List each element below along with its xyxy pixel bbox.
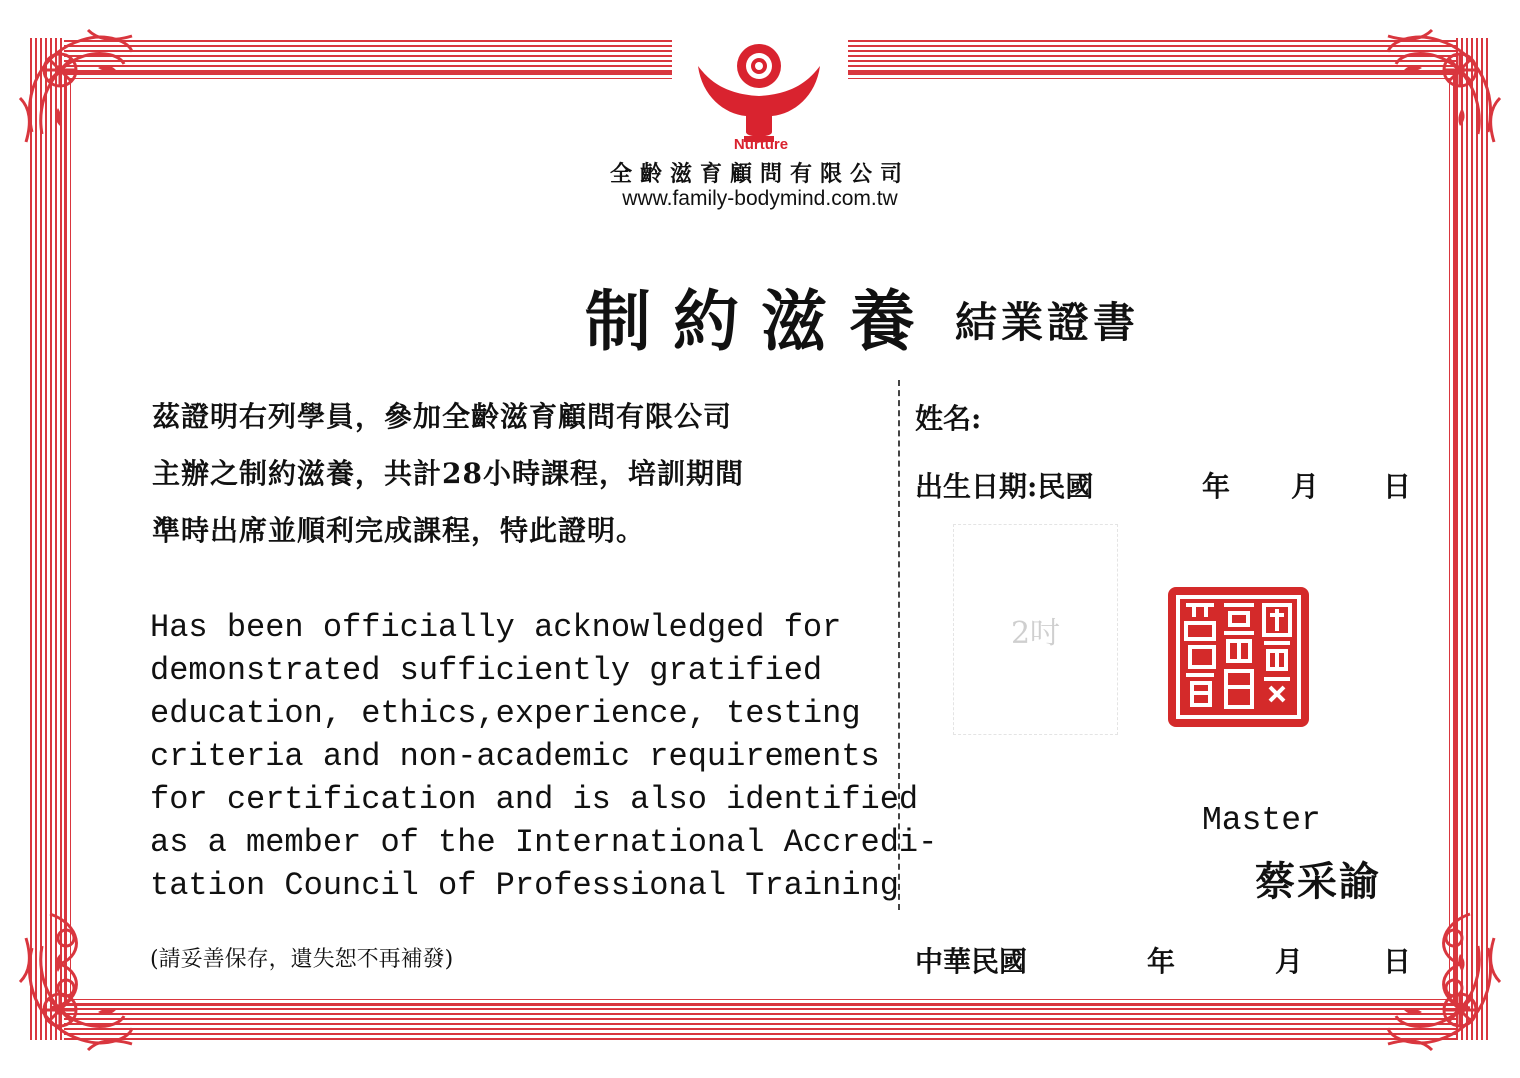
side-ornament-icon xyxy=(40,904,96,1014)
company-seal-icon xyxy=(1168,587,1309,727)
statement-english-line: Has been officially acknowledged for xyxy=(150,609,842,646)
side-ornament-icon xyxy=(1424,904,1480,1014)
birth-month-label: 月 xyxy=(1291,470,1320,503)
statement-english-line: demonstrated sufficiently gratified xyxy=(150,652,823,689)
birth-day-label: 日 xyxy=(1383,470,1412,503)
issue-year-label: 年 xyxy=(1147,945,1176,978)
signer-title: Master xyxy=(1202,802,1321,839)
statement-chinese-line: 主辦之制約滋養，共計28小時課程，培訓期間 xyxy=(152,457,744,490)
signer-name: 蔡采諭 xyxy=(1255,858,1381,905)
photo-size-label: 2吋 xyxy=(1010,615,1061,651)
certificate-subtitle: 結業證書 xyxy=(955,298,1140,347)
border-band-bottom xyxy=(30,1006,1490,1040)
corner-ornament-icon xyxy=(1378,22,1508,152)
photo-placeholder xyxy=(953,524,1118,735)
statement-english xyxy=(150,606,938,907)
brand-name: Nurture xyxy=(733,136,789,153)
statement-english-line: tation Council of Professional Training xyxy=(150,867,899,904)
border-band-right xyxy=(1456,38,1490,1040)
birth-date-label: 出生日期:民國 xyxy=(915,470,1094,503)
border-band-left xyxy=(30,38,64,1040)
birth-date-row xyxy=(915,465,1415,505)
statement-chinese-line: 準時出席並順利完成課程，特此證明。 xyxy=(152,514,646,547)
statement-english-line: as a member of the International Accredi- xyxy=(150,824,938,861)
issue-date-label: 中華民國 xyxy=(915,945,1028,978)
statement-english-line: for certification and is also identified xyxy=(150,781,919,818)
statement-chinese xyxy=(152,388,882,559)
issue-date-row xyxy=(915,940,1415,980)
corner-ornament-icon xyxy=(12,22,142,152)
issue-day-label: 日 xyxy=(1383,945,1412,978)
company-name: 全齡滋育顧問有限公司 xyxy=(609,162,910,187)
column-divider xyxy=(898,380,900,910)
issue-month-label: 月 xyxy=(1275,945,1304,978)
name-label: 姓名: xyxy=(915,402,982,435)
birth-year-label: 年 xyxy=(1202,470,1231,503)
statement-english-line: criteria and non-academic requirements xyxy=(150,738,880,775)
preservation-note: (請妥善保存，遺失恕不再補發) xyxy=(150,947,454,972)
statement-english-line: education, ethics,experience, testing xyxy=(150,695,861,732)
certificate-title: 制約滋養 xyxy=(585,282,937,360)
company-website: www.family-bodymind.com.tw xyxy=(622,187,898,210)
statement-chinese-line: 茲證明右列學員，參加全齡滋育顧問有限公司 xyxy=(152,400,733,433)
